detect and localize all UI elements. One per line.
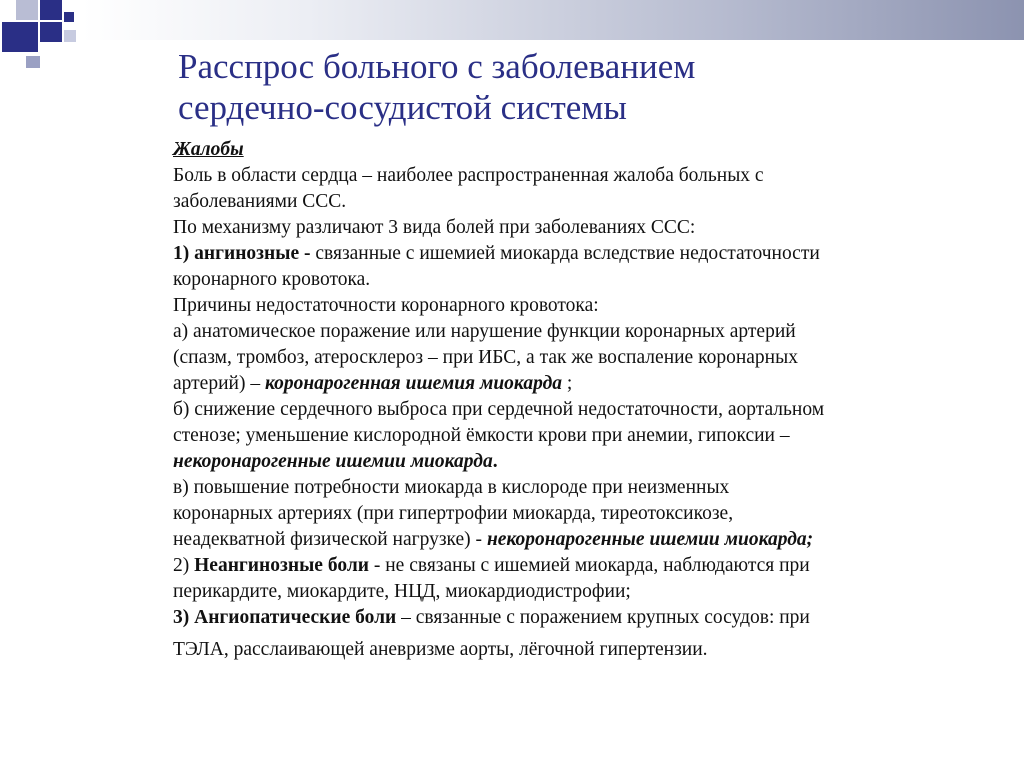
body-line: б) снижение сердечного выброса при сердечной недостаточности, аортальном (173, 399, 825, 420)
decor-square (40, 22, 62, 42)
body-line: а) анатомическое поражение или нарушение функции коронарных артерий (173, 321, 796, 342)
body-line: Причины недостаточности коронарного кровотока: (173, 295, 599, 316)
text: – связанные с поражением крупных сосудов: при (396, 607, 810, 628)
body-line: По механизму различают 3 вида болей при заболеваниях ССС: (173, 217, 696, 238)
text: - не связаны с ишемией миокарда, наблюдаются при (369, 555, 810, 576)
body-line (173, 605, 993, 631)
bold-italic-text: некоронарогенные ишемии миокарда (173, 451, 493, 472)
body-line (173, 449, 993, 475)
body-line: заболеваниями ССС. (173, 191, 347, 212)
slide-body (173, 137, 993, 663)
body-line: перикардите, миокардите, НЦД, миокардиодистрофии; (173, 581, 631, 602)
decor-square (2, 22, 38, 52)
title-line: сердечно-сосудистой системы (178, 88, 627, 127)
header-band (0, 0, 1024, 40)
text: связанные с ишемией миокарда вследствие недостаточности (310, 243, 820, 264)
text: 2) (173, 555, 195, 576)
decor-square (64, 12, 74, 22)
bold-text: Неангинозные боли (194, 555, 369, 576)
body-line (173, 527, 993, 553)
bold-text: . (492, 451, 498, 472)
text: артерий) – (173, 373, 265, 394)
body-line (173, 241, 993, 267)
title-line: Расспрос больного с заболеванием (178, 47, 696, 86)
body-line: (спазм, тромбоз, атеросклероз – при ИБС, а так же воспаление коронарных (173, 347, 798, 368)
text: ; (562, 373, 573, 394)
decor-square (40, 0, 62, 20)
slide-title (178, 46, 898, 128)
decor-square (26, 56, 40, 68)
decor-square (16, 0, 38, 20)
body-line: коронарного кровотока. (173, 269, 371, 290)
bold-italic-text: коронарогенная ишемия миокарда (264, 373, 562, 394)
decor-square (64, 30, 76, 42)
bold-italic-text: некоронарогенные ишемии миокарда; (486, 529, 814, 550)
bold-text: 1) ангинозные - (173, 243, 311, 264)
body-line: стенозе; уменьшение кислородной ёмкости крови при анемии, гипоксии – (173, 425, 790, 446)
text: неадекватной физической нагрузке) - (173, 529, 487, 550)
bold-text: 3) Ангиопатические боли (173, 607, 397, 628)
section-heading: Жалобы (173, 139, 244, 160)
body-line (173, 371, 993, 397)
body-line: Боль в области сердца – наиболее распространенная жалоба больных с (173, 165, 764, 186)
body-line: ТЭЛА, расслаивающей аневризме аорты, лёгочной гипертензии. (173, 639, 708, 660)
body-line (173, 553, 993, 579)
body-line: коронарных артериях (при гипертрофии миокарда, тиреотоксикозе, (173, 503, 734, 524)
body-line: в) повышение потребности миокарда в кислороде при неизменных (173, 477, 730, 498)
